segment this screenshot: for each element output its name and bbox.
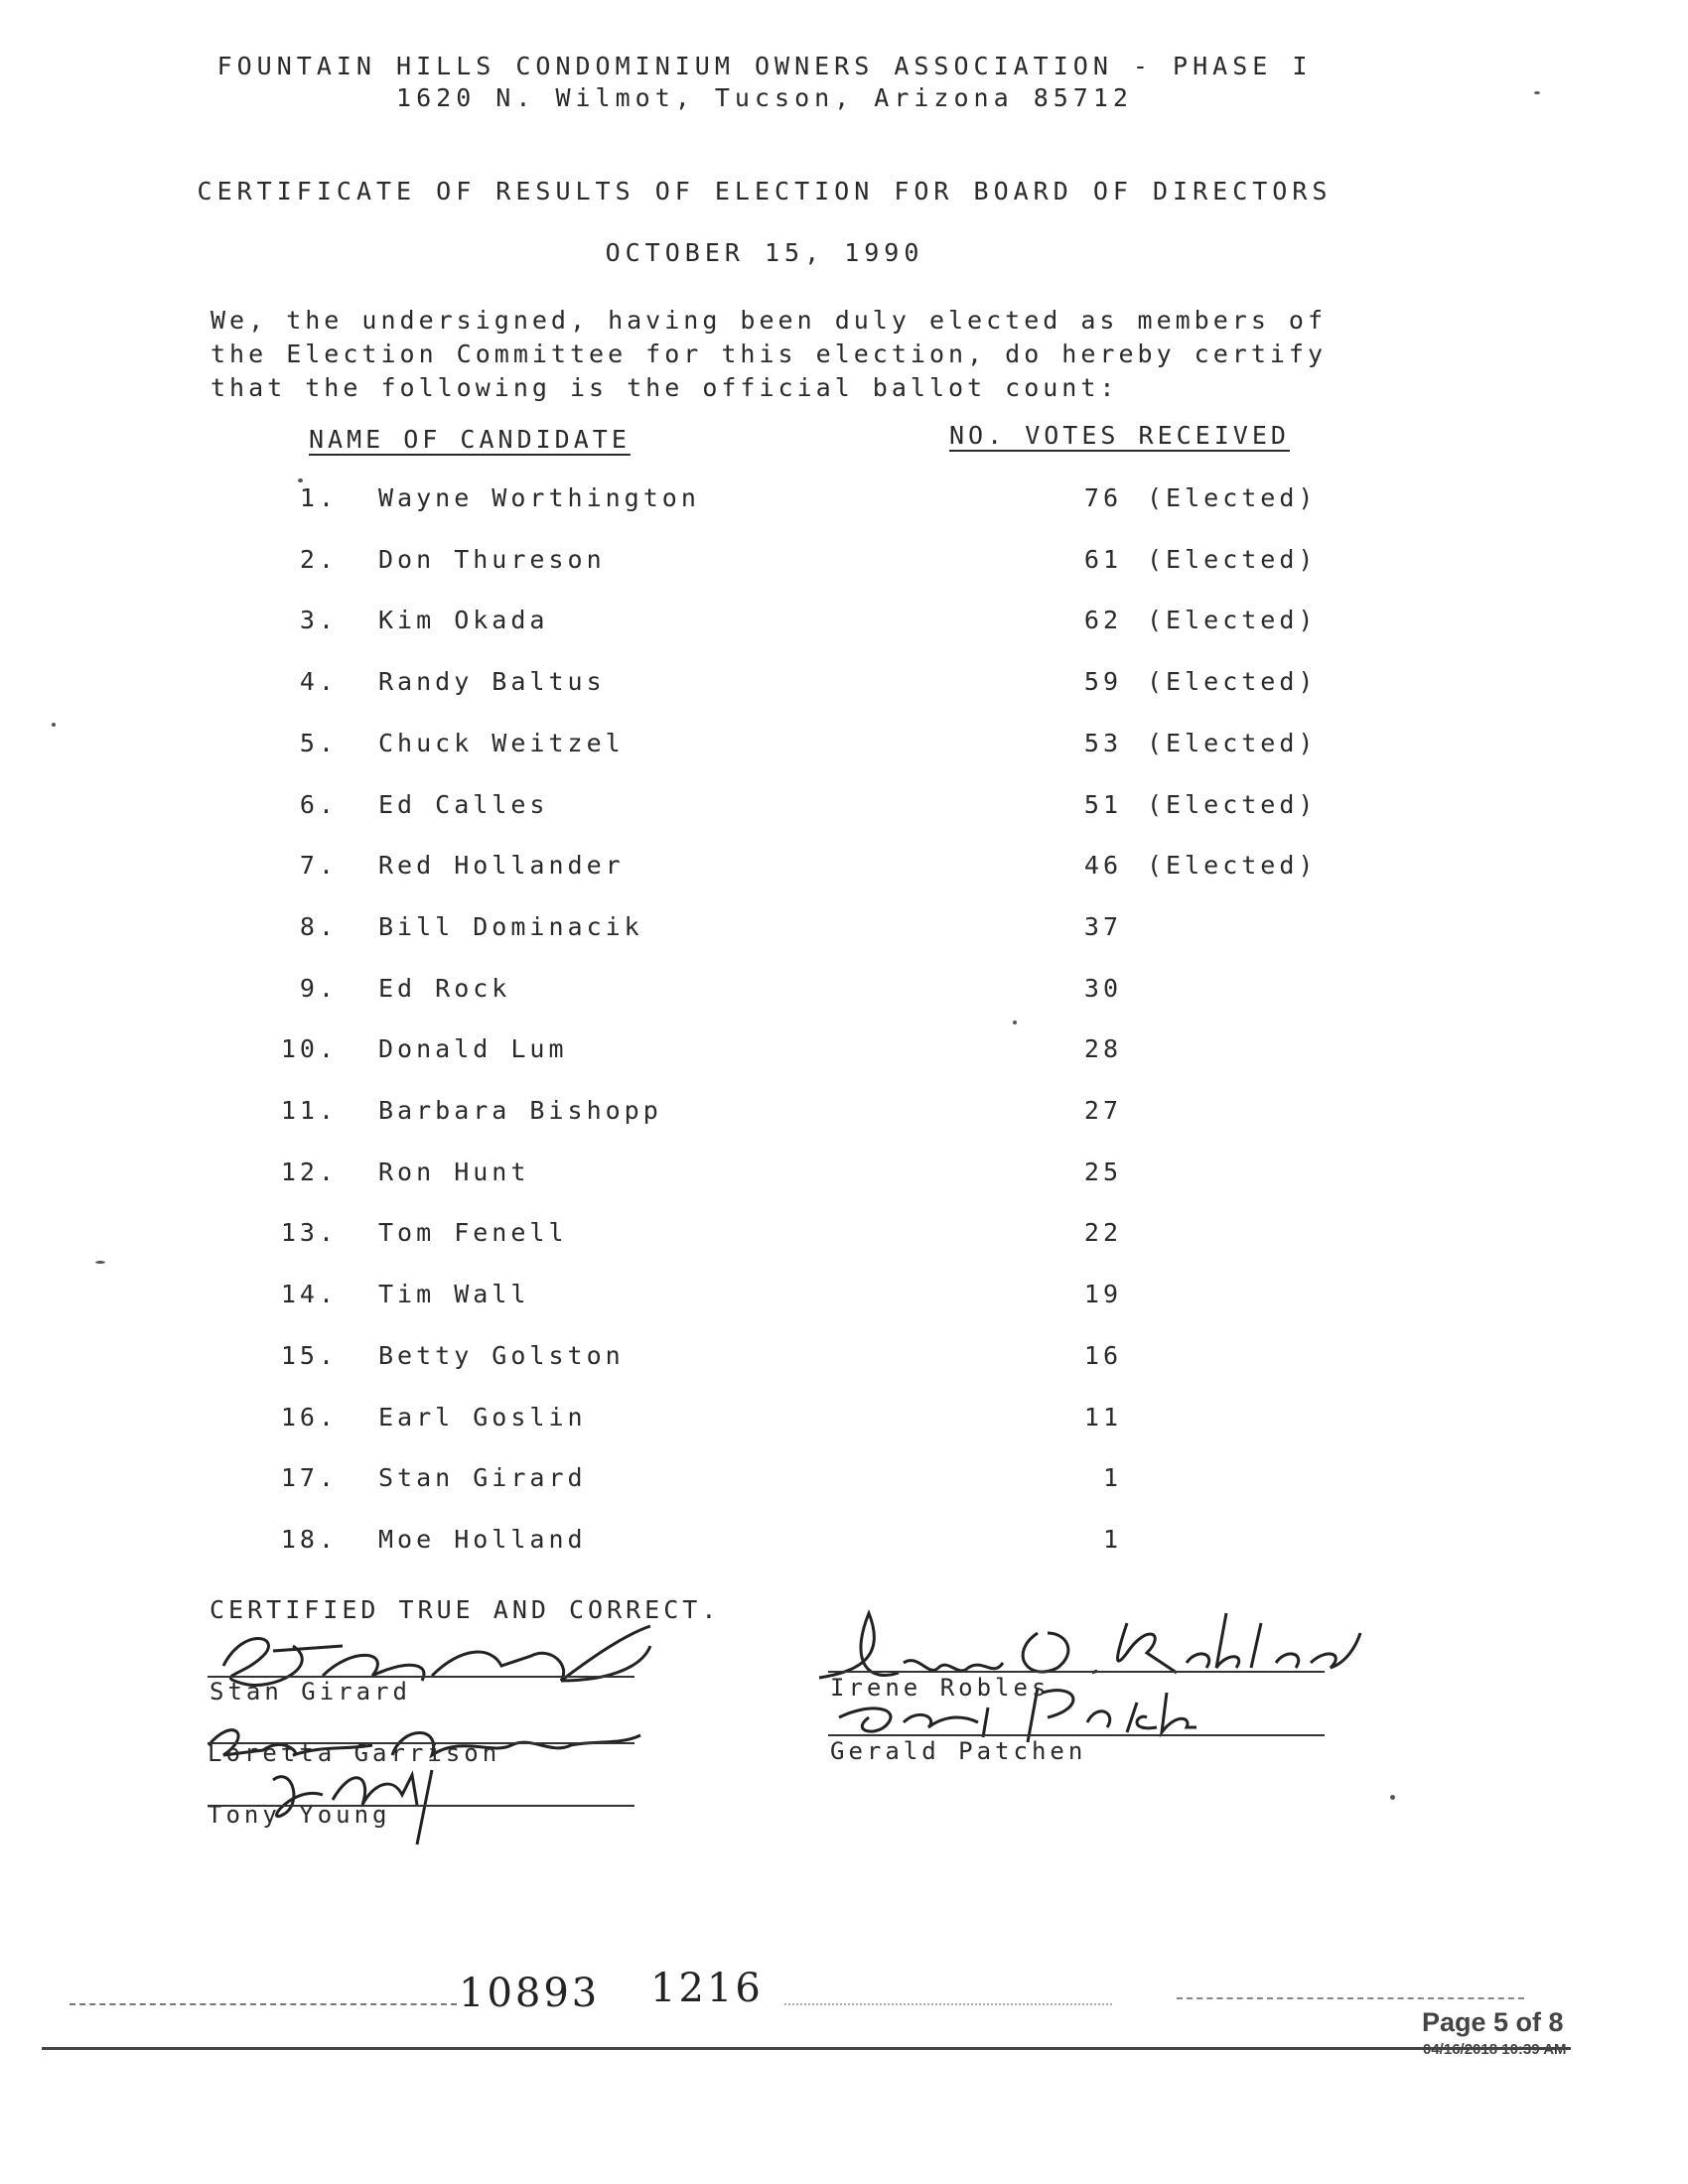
candidate-rank: 4. [299,667,338,696]
candidate-votes: 30 [1083,974,1122,1003]
candidate-row [0,1034,1688,1074]
candidate-votes: 1 [1102,1525,1122,1554]
candidate-votes: 11 [1083,1403,1122,1432]
candidate-row [0,1096,1688,1136]
signatory-name: Gerald Patchen [830,1737,1087,1765]
signatory-name: Loretta Garrison [208,1739,501,1767]
candidate-name: Betty Golston [378,1341,625,1370]
signatory-name: Irene Robles [830,1674,1051,1702]
candidate-row [0,1341,1688,1381]
handwritten-signatures-right [809,1593,1365,1752]
candidate-rank: 2. [299,545,338,574]
candidate-votes: 22 [1083,1218,1122,1247]
candidate-rank: 6. [299,790,338,819]
candidate-name: Moe Holland [378,1525,587,1554]
candidate-status: (Elected) [1147,667,1318,696]
page-indicator: Page 5 of 8 [1422,2007,1564,2037]
candidate-rank: 13. [280,1218,338,1247]
candidate-votes: 61 [1083,545,1122,574]
candidate-rank: 12. [280,1158,338,1186]
candidate-name: Kim Okada [378,606,549,634]
organization-address: 1620 N. Wilmot, Tucson, Arizona 85712 [396,83,1133,112]
candidate-votes: 16 [1083,1341,1122,1370]
signature-irene-robles [819,1613,1360,1678]
candidate-row [0,851,1688,890]
scan-speck [1534,91,1540,94]
candidate-rank: 10. [280,1034,338,1063]
organization-name: FOUNTAIN HILLS CONDOMINIUM OWNERS ASSOCIATION - PHASE I [216,52,1313,80]
stamp-dash-line [1177,1997,1524,1999]
scan-speck [95,1261,105,1264]
candidate-rank: 15. [280,1341,338,1370]
intro-line: that the following is the official ballot count: [211,373,1119,402]
signatory-name: Tony Young [208,1801,391,1829]
candidate-votes: 51 [1083,790,1122,819]
scan-speck [1390,1795,1395,1800]
candidate-name: Wayne Worthington [378,483,700,512]
scan-speck [1013,1021,1017,1024]
candidate-status: (Elected) [1147,545,1318,574]
candidate-row [0,483,1688,523]
stamp-dash-line [784,2003,1112,2005]
stamp-dash-line [70,2003,457,2005]
candidate-status: (Elected) [1147,790,1318,819]
candidate-row [0,606,1688,645]
recording-number: 10893 [459,1971,601,2016]
scan-speck [52,723,56,727]
column-header-votes: NO. VOTES RECEIVED [949,421,1290,450]
candidate-rank: 8. [299,912,338,941]
candidate-row [0,729,1688,768]
candidate-votes: 1 [1102,1463,1122,1492]
recording-page: 1216 [650,1966,764,2011]
candidate-row [0,1218,1688,1258]
candidate-status: (Elected) [1147,483,1318,512]
candidate-rank: 17. [280,1463,338,1492]
candidate-name: Donald Lum [378,1034,568,1063]
candidate-votes: 59 [1083,667,1122,696]
candidate-votes: 27 [1083,1096,1122,1125]
candidate-row [0,1525,1688,1565]
candidate-votes: 46 [1083,851,1122,880]
candidate-name: Barbara Bishopp [378,1096,662,1125]
signature-line [828,1734,1325,1736]
candidate-votes: 25 [1083,1158,1122,1186]
candidate-row [0,667,1688,707]
candidate-row [0,1280,1688,1319]
candidate-votes: 76 [1083,483,1122,512]
candidate-votes: 28 [1083,1034,1122,1063]
candidate-name: Tim Wall [378,1280,530,1308]
candidate-votes: 53 [1083,729,1122,757]
certification-statement: CERTIFIED TRUE AND CORRECT. [210,1595,721,1624]
candidate-name: Tom Fenell [378,1218,568,1247]
candidate-row [0,1463,1688,1503]
candidate-status: (Elected) [1147,729,1318,757]
candidate-rank: 5. [299,729,338,757]
candidate-rank: 9. [299,974,338,1003]
candidate-rank: 16. [280,1403,338,1432]
candidate-name: Ed Rock [378,974,511,1003]
candidate-name: Ron Hunt [378,1158,530,1186]
print-timestamp: 04/16/2018 10:39 AM [1423,2041,1567,2058]
candidate-votes: 62 [1083,606,1122,634]
candidate-status: (Elected) [1147,851,1318,880]
candidate-rank: 1. [299,483,338,512]
candidate-name: Earl Goslin [378,1403,587,1432]
column-header-candidate: NAME OF CANDIDATE [309,425,631,454]
candidate-rank: 18. [280,1525,338,1554]
candidate-rank: 11. [280,1096,338,1125]
candidate-row [0,1158,1688,1197]
candidate-rank: 7. [299,851,338,880]
candidate-name: Chuck Weitzel [378,729,625,757]
candidate-row [0,790,1688,830]
scan-speck [298,478,303,482]
candidate-status: (Elected) [1147,606,1318,634]
intro-line: the Election Committee for this election, do hereby certify [211,340,1328,368]
candidate-row [0,974,1688,1014]
candidate-name: Randy Baltus [378,667,606,696]
candidate-name: Stan Girard [378,1463,587,1492]
signatory-name: Stan Girard [210,1678,411,1706]
candidate-name: Red Hollander [378,851,625,880]
candidate-votes: 19 [1083,1280,1122,1308]
intro-paragraph [211,304,1352,405]
candidate-name: Bill Dominacik [378,912,643,941]
candidate-row [0,545,1688,585]
candidate-votes: 37 [1083,912,1122,941]
candidate-name: Don Thureson [378,545,606,574]
candidate-name: Ed Calles [378,790,549,819]
signature-line [828,1671,1325,1673]
intro-line: We, the undersigned, having been duly elected as members of [211,306,1328,335]
candidate-rank: 3. [299,606,338,634]
candidate-row [0,1403,1688,1442]
candidate-row [0,912,1688,952]
document-title: CERTIFICATE OF RESULTS OF ELECTION FOR BOARD OF DIRECTORS [197,177,1333,205]
candidate-rank: 14. [280,1280,338,1308]
election-date: OCTOBER 15, 1990 [605,238,924,267]
footer-rule [42,2047,1571,2050]
